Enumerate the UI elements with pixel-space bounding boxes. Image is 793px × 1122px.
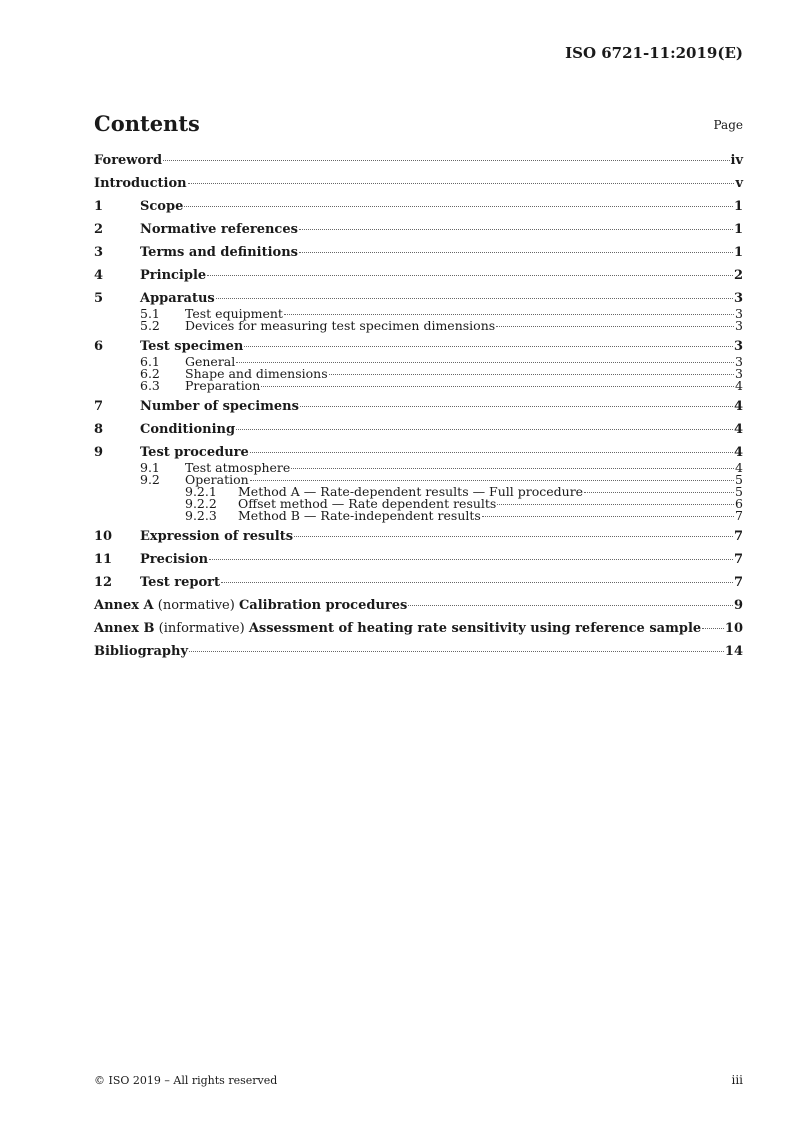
toc-entry-page: 4 [733,422,743,437]
table-of-contents [94,153,743,660]
toc-entry-page: 1 [733,222,743,237]
toc-entry-number: 6.3 [140,378,160,393]
dot-leader [291,468,734,469]
toc-entry-page: 6 [735,496,743,511]
toc-entry[interactable] [94,644,743,660]
toc-entry-number: 9.2 [140,472,160,487]
toc-entry-page: 1 [733,245,743,260]
toc-entry-title [94,621,701,637]
toc-entry[interactable] [94,199,743,215]
dot-leader [236,429,733,430]
dot-leader [408,605,733,606]
toc-entry-number: 7 [94,399,104,414]
toc-entry-title: Principle [140,268,207,283]
dot-leader [209,559,733,560]
toc-annex-mid: (normative) [153,598,239,613]
toc-entry-number: 5.1 [140,306,160,321]
toc-entry-title: Test procedure [140,445,249,460]
dot-leader [496,326,734,327]
toc-entry-number: 5 [94,291,104,306]
dot-leader [163,160,729,161]
dot-leader [189,651,724,652]
toc-entry[interactable] [94,510,743,522]
toc-annex-pre: Annex A [94,598,154,613]
dot-leader [329,374,734,375]
dot-leader [482,516,734,517]
dot-leader [294,536,733,537]
page-title: Contents [94,111,200,136]
toc-annex-post: Assessment of heating rate sensitivity using reference sample [248,621,702,636]
toc-entry-page: 2 [733,268,743,283]
toc-entry-number: 9.1 [140,460,160,475]
toc-entry-page: 4 [733,445,743,460]
document-id: ISO 6721-11:2019(E) [565,44,743,62]
toc-entry-number: 12 [94,575,113,590]
toc-annex-pre: Annex B [94,621,155,636]
toc-entry-number: 6.2 [140,366,160,381]
toc-entry-title: Offset method — Rate dependent results [238,496,497,511]
page-number: iii [731,1073,743,1087]
toc-entry-title: Test report [140,575,221,590]
dot-leader [261,386,734,387]
toc-entry-number: 2 [94,222,104,237]
toc-entry[interactable] [94,445,743,461]
toc-entry[interactable] [94,552,743,568]
dot-leader [184,206,733,207]
toc-entry-page: 3 [735,366,743,381]
toc-entry-page: 14 [724,644,743,659]
toc-entry[interactable] [94,268,743,284]
toc-entry[interactable] [94,153,743,169]
toc-entry-title: Devices for measuring test specimen dimensions [185,318,496,333]
toc-entry-number: 5.2 [140,318,160,333]
toc-entry-page: 3 [733,339,743,354]
toc-entry-page: 3 [735,354,743,369]
toc-entry-number: 8 [94,422,104,437]
dot-leader [702,628,724,629]
toc-entry-page: 7 [733,575,743,590]
toc-entry-title: Scope [140,199,184,214]
toc-entry-title: Method B — Rate-independent results [238,508,481,523]
toc-entry-title: Preparation [185,378,261,393]
toc-entry-page: 7 [733,552,743,567]
toc-entry-page: 4 [733,399,743,414]
toc-entry-number: 1 [94,199,104,214]
dot-leader [244,346,733,347]
toc-entry-title [94,598,407,614]
toc-entry-page: 5 [735,484,743,499]
dot-leader [221,582,733,583]
toc-entry[interactable] [94,399,743,415]
toc-entry[interactable] [94,529,743,545]
dot-leader [284,314,734,315]
dot-leader [207,275,733,276]
toc-entry-number: 9.2.2 [185,496,217,511]
toc-entry-page: 9 [733,598,743,613]
toc-entry-page: iv [730,153,743,168]
toc-entry-title: Number of specimens [140,399,299,414]
toc-entry-page: v [735,176,743,191]
toc-entry[interactable] [94,291,743,307]
page-column-label: Page [713,118,743,132]
toc-annex-mid: (informative) [154,621,249,636]
toc-entry-title: Expression of results [140,529,294,544]
dot-leader [188,183,735,184]
toc-entry-page: 7 [733,529,743,544]
toc-entry-number: 3 [94,245,104,260]
toc-entry-page: 3 [733,291,743,306]
toc-entry-number: 6.1 [140,354,160,369]
toc-entry[interactable] [94,598,743,614]
dot-leader [299,252,733,253]
dot-leader [497,504,734,505]
toc-entry-title: Test equipment [185,306,283,321]
toc-entry-page: 3 [735,318,743,333]
toc-entry[interactable] [94,575,743,591]
toc-entry-page: 1 [733,199,743,214]
toc-entry-title: Test atmosphere [185,460,291,475]
toc-entry-title: Precision [140,552,209,567]
toc-entry-title: Foreword [94,153,163,168]
toc-entry[interactable] [94,339,743,355]
dot-leader [236,362,734,363]
toc-entry[interactable] [94,380,743,392]
dot-leader [584,492,734,493]
toc-entry[interactable] [94,422,743,438]
toc-entry-title: Bibliography [94,644,189,659]
toc-entry-number: 9.2.3 [185,508,217,523]
toc-entry-title: Operation [185,472,249,487]
toc-entry-number: 9 [94,445,104,460]
toc-entry[interactable] [94,176,743,192]
toc-entry[interactable] [94,320,743,332]
toc-entry-page: 10 [724,621,743,636]
toc-entry[interactable] [94,222,743,238]
copyright-notice: © ISO 2019 – All rights reserved [94,1074,278,1087]
toc-entry[interactable] [94,621,743,637]
toc-annex-post: Calibration procedures [238,598,408,613]
dot-leader [250,452,733,453]
toc-entry-page: 4 [735,460,743,475]
toc-entry-title: Terms and definitions [140,245,298,260]
toc-entry-number: 9.2.1 [185,484,217,499]
dot-leader [299,229,733,230]
toc-entry-number: 4 [94,268,104,283]
toc-entry-title: Shape and dimensions [185,366,328,381]
toc-entry-number: 6 [94,339,104,354]
toc-entry-title: Introduction [94,176,187,191]
toc-entry-title: Method A — Rate-dependent results — Full procedure [238,484,584,499]
toc-entry[interactable] [94,245,743,261]
toc-entry-number: 10 [94,529,113,544]
toc-entry-page: 3 [735,306,743,321]
toc-entry-number: 11 [94,552,113,567]
dot-leader [216,298,733,299]
dot-leader [250,480,734,481]
toc-entry-page: 5 [735,472,743,487]
toc-entry-title: Conditioning [140,422,236,437]
toc-entry-title: Test specimen [140,339,244,354]
toc-entry-title: Normative references [140,222,298,237]
toc-entry-title: Apparatus [140,291,215,306]
dot-leader [300,406,733,407]
toc-entry-page: 7 [735,508,743,523]
toc-entry-page: 4 [735,378,743,393]
toc-entry-title: General [185,354,236,369]
